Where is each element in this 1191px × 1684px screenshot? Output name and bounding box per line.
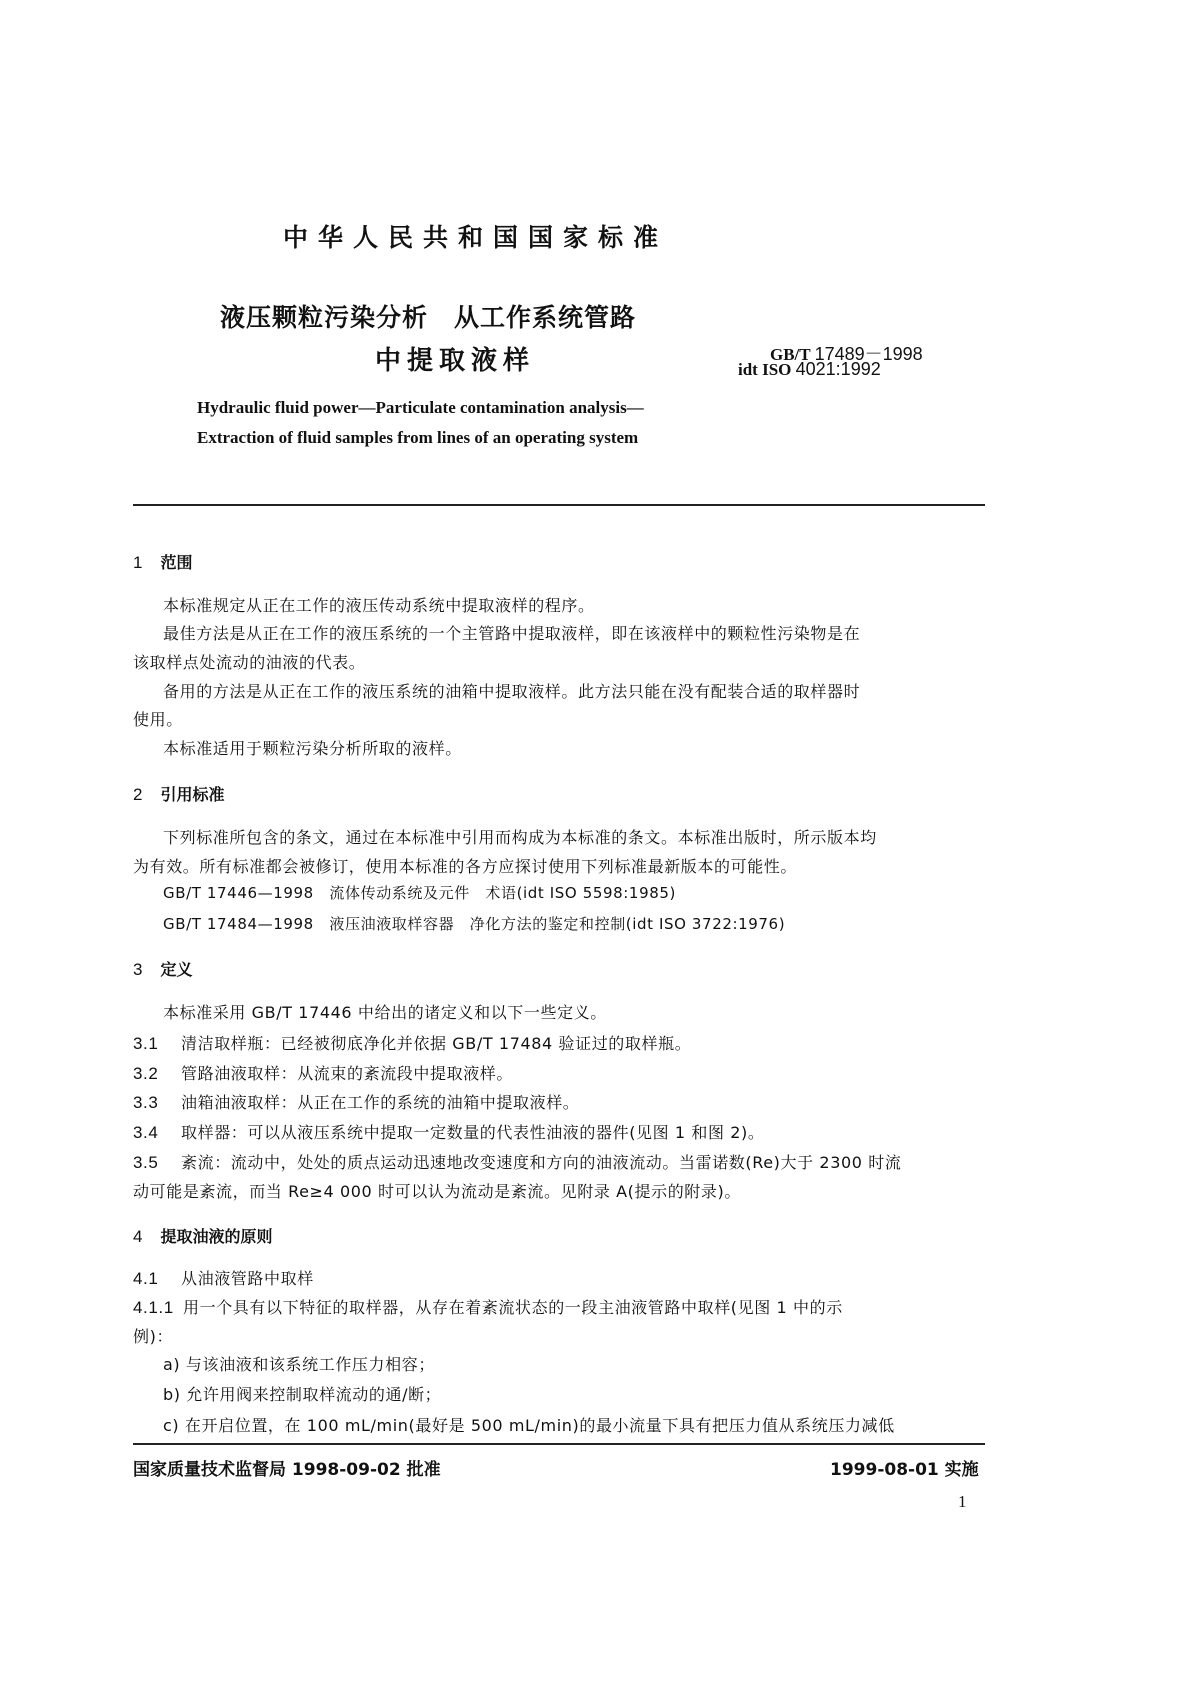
item-text: 取样器：可以从液压系统中提取一定数量的代表性油液的器件(见图 1 和图 2)。	[181, 1123, 765, 1142]
divider	[133, 504, 985, 506]
item-text: 从油液管路中取样	[181, 1269, 314, 1288]
section-title: 提取油液的原则	[160, 1227, 273, 1246]
code-prefix: GB/T	[770, 345, 811, 364]
item-num: 4.1	[133, 1269, 159, 1288]
item-text: 清洁取样瓶：已经被彻底净化并依据 GB/T 17484 验证过的取样瓶。	[181, 1034, 692, 1053]
paragraph: 例)：	[133, 1327, 174, 1346]
paragraph: 本标准规定从正在工作的液压传动系统中提取液样的程序。	[163, 596, 595, 615]
idt-number: 4021:1992	[795, 359, 881, 379]
item-num: 4.1.1	[133, 1298, 174, 1317]
page-number: 1	[958, 1492, 967, 1511]
reference-2: GB/T 17484—1998 液压油液取样容器 净化方法的鉴定和控制(idt ISO 3722:1976)	[163, 915, 786, 933]
approval-text: 国家质量技术监督局 1998-09-02 批准	[133, 1460, 441, 1480]
paragraph: 最佳方法是从正在工作的液压系统的一个主管路中提取液样，即在该液样中的颗粒性污染物是在	[163, 624, 861, 643]
section-1-heading	[133, 550, 192, 573]
footer-divider	[133, 1443, 985, 1445]
paragraph: 备用的方法是从正在工作的液压系统的油箱中提取液样。此方法只能在没有配装合适的取样器时	[163, 682, 861, 701]
code-number: 17489－1998	[814, 344, 923, 364]
section-num: 3	[133, 960, 143, 979]
title-line-1: 液压颗粒污染分析 从工作系统管路	[220, 303, 637, 332]
list-item: b) 允许用阀来控制取样流动的通/断；	[163, 1385, 442, 1404]
item-text: 紊流：流动中，处处的质点运动迅速地改变速度和方向的油液流动。当雷诺数(Re)大于 2300 时流	[181, 1153, 902, 1172]
item-4-1-1	[133, 1295, 843, 1318]
subsection-4-1	[133, 1266, 314, 1289]
definition-3-4	[133, 1120, 765, 1143]
effective-date: 1999-08-01 实施	[830, 1460, 979, 1480]
paragraph: 该取样点处流动的油液的代表。	[133, 653, 366, 672]
definition-3-1	[133, 1031, 691, 1054]
item-num: 3.4	[133, 1123, 159, 1142]
paragraph: 动可能是紊流，而当 Re≥4 000 时可以认为流动是紊流。见附录 A(提示的附录)。	[133, 1182, 741, 1201]
item-num: 3.2	[133, 1064, 159, 1083]
item-text: 管路油液取样：从流束的紊流段中提取液样。	[181, 1064, 514, 1083]
idt-prefix: idt ISO	[738, 360, 792, 379]
paragraph: 下列标准所包含的条文，通过在本标准中引用而构成为本标准的条文。本标准出版时，所示版本均	[163, 828, 877, 847]
section-num: 2	[133, 785, 143, 804]
section-4-heading	[133, 1224, 272, 1247]
paragraph: 使用。	[133, 710, 183, 729]
section-title: 范围	[160, 553, 193, 572]
definition-3-2	[133, 1061, 513, 1084]
list-item: c) 在开启位置，在 100 mL/min(最好是 500 mL/min)的最小流量下具有把压力值从系统压力减低	[163, 1416, 895, 1435]
paragraph: 本标准采用 GB/T 17446 中给出的诸定义和以下一些定义。	[163, 1003, 607, 1022]
definition-3-3	[133, 1090, 579, 1113]
section-3-heading	[133, 957, 192, 980]
item-text: 用一个具有以下特征的取样器，从存在着紊流状态的一段主油液管路中取样(见图 1 中的示	[183, 1298, 843, 1317]
national-standard-heading: 中华人民共和国国家标准	[283, 223, 669, 252]
section-title: 引用标准	[160, 785, 225, 804]
section-title: 定义	[160, 960, 193, 979]
list-item: a) 与该油液和该系统工作压力相容；	[163, 1355, 435, 1374]
section-num: 1	[133, 553, 143, 572]
item-num: 3.1	[133, 1034, 159, 1053]
english-title-2: Extraction of fluid samples from lines of an operating system	[197, 428, 639, 447]
section-num: 4	[133, 1227, 143, 1246]
paragraph: 为有效。所有标准都会被修订，使用本标准的各方应探讨使用下列标准最新版本的可能性。	[133, 857, 798, 876]
paragraph: 本标准适用于颗粒污染分析所取的液样。	[163, 739, 462, 758]
title-line-2: 中提取液样	[375, 346, 536, 376]
section-2-heading	[133, 782, 224, 805]
reference-1: GB/T 17446—1998 流体传动系统及元件 术语(idt ISO 5598:1985)	[163, 884, 676, 902]
idt-code	[738, 359, 881, 380]
item-text: 油箱油液取样：从正在工作的系统的油箱中提取液样。	[181, 1093, 580, 1112]
english-title-1: Hydraulic fluid power—Particulate contamination analysis—	[197, 398, 644, 417]
definition-3-5	[133, 1150, 901, 1173]
item-num: 3.5	[133, 1153, 159, 1172]
item-num: 3.3	[133, 1093, 159, 1112]
